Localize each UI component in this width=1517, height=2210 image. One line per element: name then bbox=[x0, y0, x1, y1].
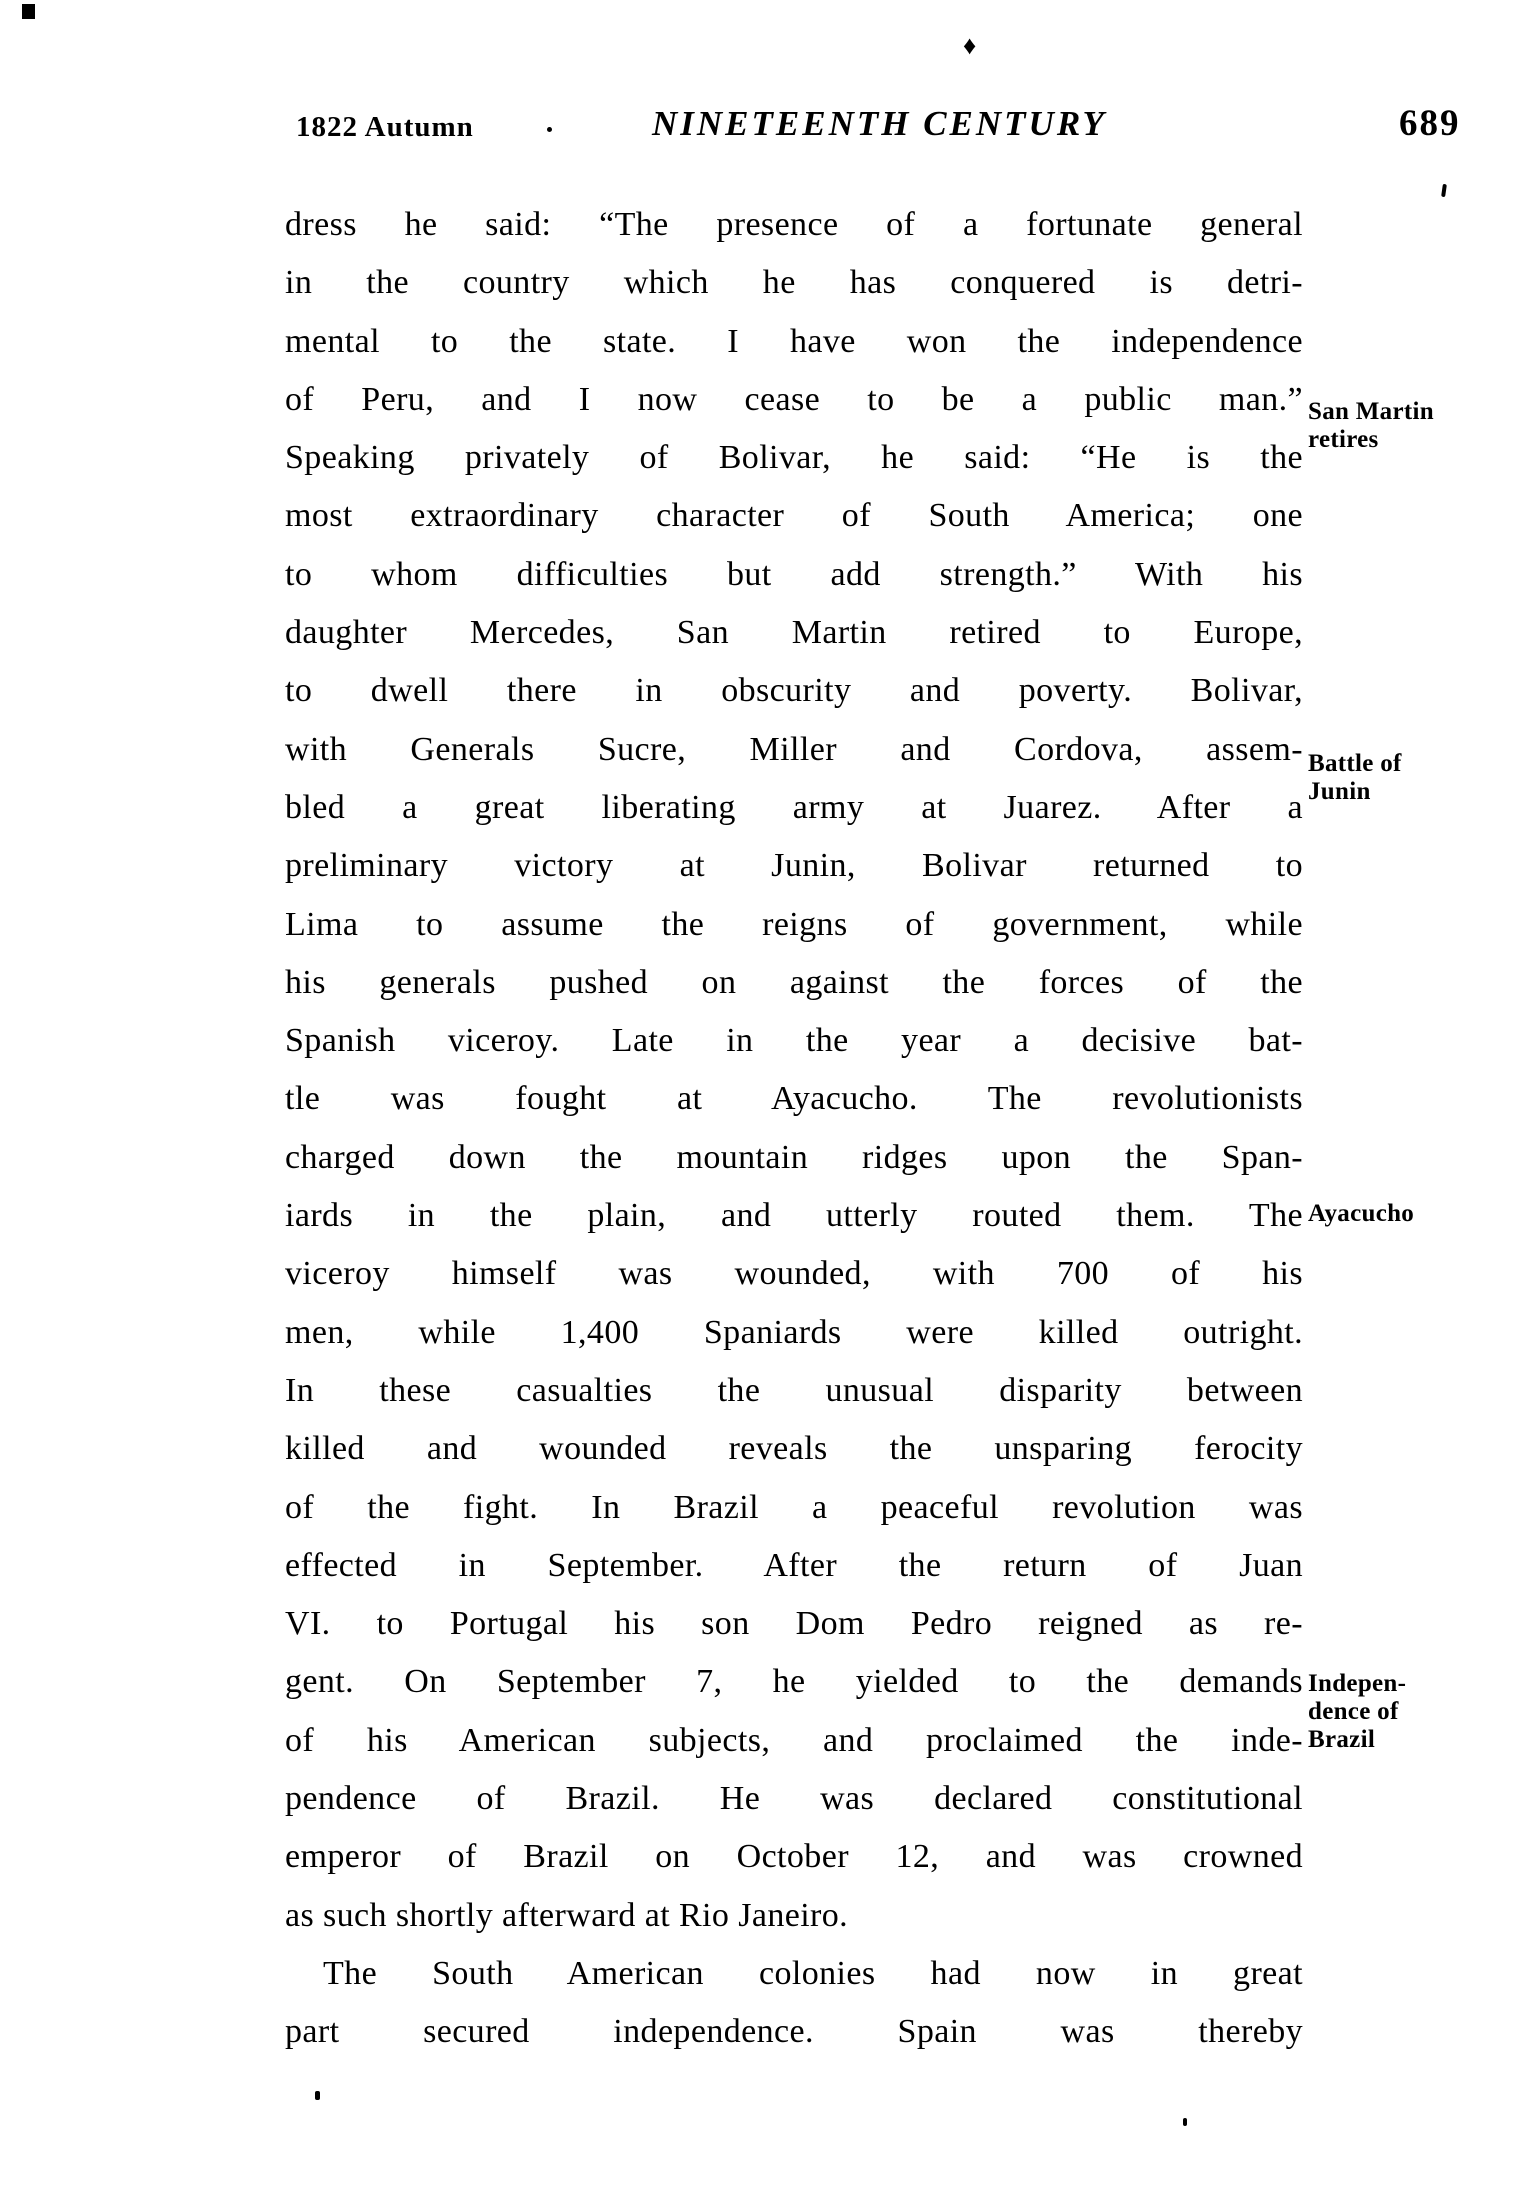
margin-note-line: retires bbox=[1308, 426, 1379, 453]
body-line: tle was fought at Ayacucho. The revolutionists bbox=[285, 1080, 1303, 1118]
body-line: mental to the state. I have won the independence bbox=[285, 322, 1303, 360]
body-line: iards in the plain, and utterly routed them. The bbox=[285, 1197, 1303, 1235]
margin-note-line: Brazil bbox=[1308, 1726, 1376, 1753]
body-line: effected in September. After the return of Juan bbox=[285, 1546, 1303, 1584]
diamond-ornament-icon: ♦ bbox=[963, 31, 977, 60]
body-line: pendence of Brazil. He was declared constitutional bbox=[285, 1780, 1303, 1818]
margin-note-independence-of-brazil bbox=[1308, 1670, 1514, 1754]
header-date: 1822 Autumn bbox=[296, 111, 474, 143]
body-text bbox=[285, 196, 1303, 2062]
body-line: Speaking privately of Bolivar, he said: “He is the bbox=[285, 439, 1303, 477]
margin-note-san-martin-retires bbox=[1308, 398, 1514, 454]
body-line: men, while 1,400 Spaniards were killed outright. bbox=[285, 1313, 1303, 1351]
body-line: with Generals Sucre, Miller and Cordova, assem- bbox=[285, 730, 1303, 768]
body-line: gent. On September 7, he yielded to the demands bbox=[285, 1663, 1303, 1701]
body-line: Spanish viceroy. Late in the year a decisive bat- bbox=[285, 1022, 1303, 1060]
body-line: Lima to assume the reigns of government, while bbox=[285, 905, 1303, 943]
body-line: The South American colonies had now in great bbox=[323, 1954, 1303, 1992]
body-line: daughter Mercedes, San Martin retired to Europe, bbox=[285, 614, 1303, 652]
body-line: emperor of Brazil on October 12, and was crowned bbox=[285, 1838, 1303, 1876]
body-line: bled a great liberating army at Juarez. After a bbox=[285, 788, 1303, 826]
margin-note-ayacucho bbox=[1308, 1200, 1514, 1228]
body-line: most extraordinary character of South America; one bbox=[285, 497, 1303, 535]
margin-note-line: dence of bbox=[1308, 1698, 1399, 1725]
body-line: VI. to Portugal his son Dom Pedro reigned as re- bbox=[285, 1605, 1303, 1643]
body-line: viceroy himself was wounded, with 700 of his bbox=[285, 1255, 1303, 1293]
body-line: his generals pushed on against the forces of the bbox=[285, 963, 1303, 1001]
body-line: killed and wounded reveals the unsparing ferocity bbox=[285, 1430, 1303, 1468]
body-line: dress he said: “The presence of a fortunate general bbox=[285, 206, 1303, 243]
body-line: preliminary victory at Junin, Bolivar returned to bbox=[285, 847, 1303, 885]
ink-tick-icon bbox=[1441, 184, 1447, 197]
margin-note-line: Battle of bbox=[1308, 750, 1402, 777]
margin-note-line: Indepen- bbox=[1308, 1670, 1407, 1697]
ink-speck-icon bbox=[315, 2091, 320, 2100]
ink-speck-icon bbox=[1183, 2118, 1187, 2126]
body-line: of the fight. In Brazil a peaceful revolution was bbox=[285, 1488, 1303, 1526]
margin-note-line: Junin bbox=[1308, 778, 1371, 805]
page-number: 689 bbox=[1399, 103, 1461, 144]
body-line: to dwell there in obscurity and poverty. Bolivar, bbox=[285, 672, 1303, 710]
header-separator-dot-icon bbox=[547, 127, 552, 132]
header-title: NINETEENTH CENTURY bbox=[652, 104, 1107, 143]
body-line: In these casualties the unusual disparity between bbox=[285, 1371, 1303, 1409]
body-line: to whom difficulties but add strength.” With his bbox=[285, 555, 1303, 593]
margin-note-battle-of-junin bbox=[1308, 750, 1514, 806]
ink-mark-icon bbox=[22, 4, 35, 19]
body-line: as such shortly afterward at Rio Janeiro. bbox=[285, 1896, 849, 1934]
body-line: in the country which he has conquered is detri- bbox=[285, 264, 1303, 302]
margin-note-line: San Martin bbox=[1308, 398, 1434, 425]
body-line: part secured independence. Spain was thereby bbox=[285, 2013, 1303, 2051]
body-line: of his American subjects, and proclaimed the inde- bbox=[285, 1721, 1303, 1759]
body-line: of Peru, and I now cease to be a public man.” bbox=[285, 380, 1303, 418]
body-line: charged down the mountain ridges upon the Span- bbox=[285, 1138, 1303, 1176]
margin-note-line: Ayacucho bbox=[1308, 1200, 1415, 1227]
